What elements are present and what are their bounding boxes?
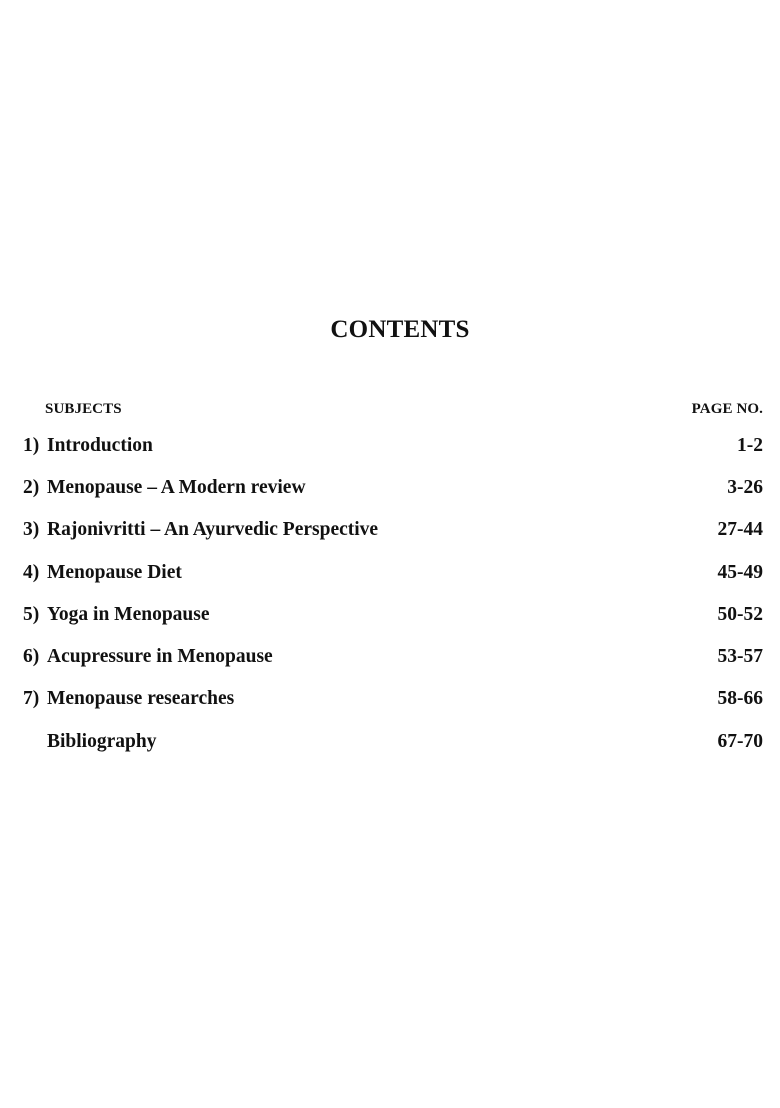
- toc-entry-modern-review: [0, 477, 780, 507]
- toc-entry-title: Menopause Diet: [47, 562, 182, 583]
- page-title: CONTENTS: [330, 316, 470, 343]
- subjects-column-header: SUBJECTS: [45, 401, 122, 417]
- toc-entry-title: Yoga in Menopause: [47, 604, 210, 625]
- toc-entry-title: Rajonivritti – An Ayurvedic Perspective: [47, 519, 379, 540]
- page-no-column-header: PAGE NO.: [691, 401, 763, 417]
- toc-entry-pages: 58-66: [717, 688, 763, 709]
- toc-entry-title: Acupressure in Menopause: [47, 646, 273, 667]
- toc-entry-title: Menopause – A Modern review: [47, 477, 306, 498]
- toc-entry-number: 3): [23, 519, 40, 540]
- toc-entry-ayurvedic-perspective: [0, 519, 780, 549]
- toc-entry-number: 4): [23, 562, 40, 583]
- toc-entry-yoga: [0, 604, 780, 634]
- toc-entry-number: 5): [23, 604, 40, 625]
- toc-entry-number: 6): [23, 646, 40, 667]
- toc-entry-title: Introduction: [47, 435, 153, 456]
- toc-entry-number: 7): [23, 688, 40, 709]
- toc-entry-pages: 27-44: [717, 519, 763, 540]
- toc-entry-title: Menopause researches: [47, 688, 235, 709]
- toc-entry-pages: 50-52: [717, 604, 763, 625]
- toc-entry-pages: 3-26: [727, 477, 763, 498]
- toc-entry-diet: [0, 562, 780, 592]
- toc-entry-acupressure: [0, 646, 780, 676]
- toc-entry-introduction: [0, 435, 780, 465]
- toc-entry-title: Bibliography: [47, 731, 157, 752]
- toc-entry-researches: [0, 688, 780, 718]
- toc-entry-pages: 67-70: [717, 731, 763, 752]
- toc-entry-pages: 45-49: [717, 562, 763, 583]
- toc-entry-pages: 1-2: [737, 435, 763, 456]
- toc-entry-number: 1): [23, 435, 40, 456]
- toc-entry-bibliography: [0, 731, 780, 761]
- toc-entry-number: 2): [23, 477, 40, 498]
- toc-entry-pages: 53-57: [717, 646, 763, 667]
